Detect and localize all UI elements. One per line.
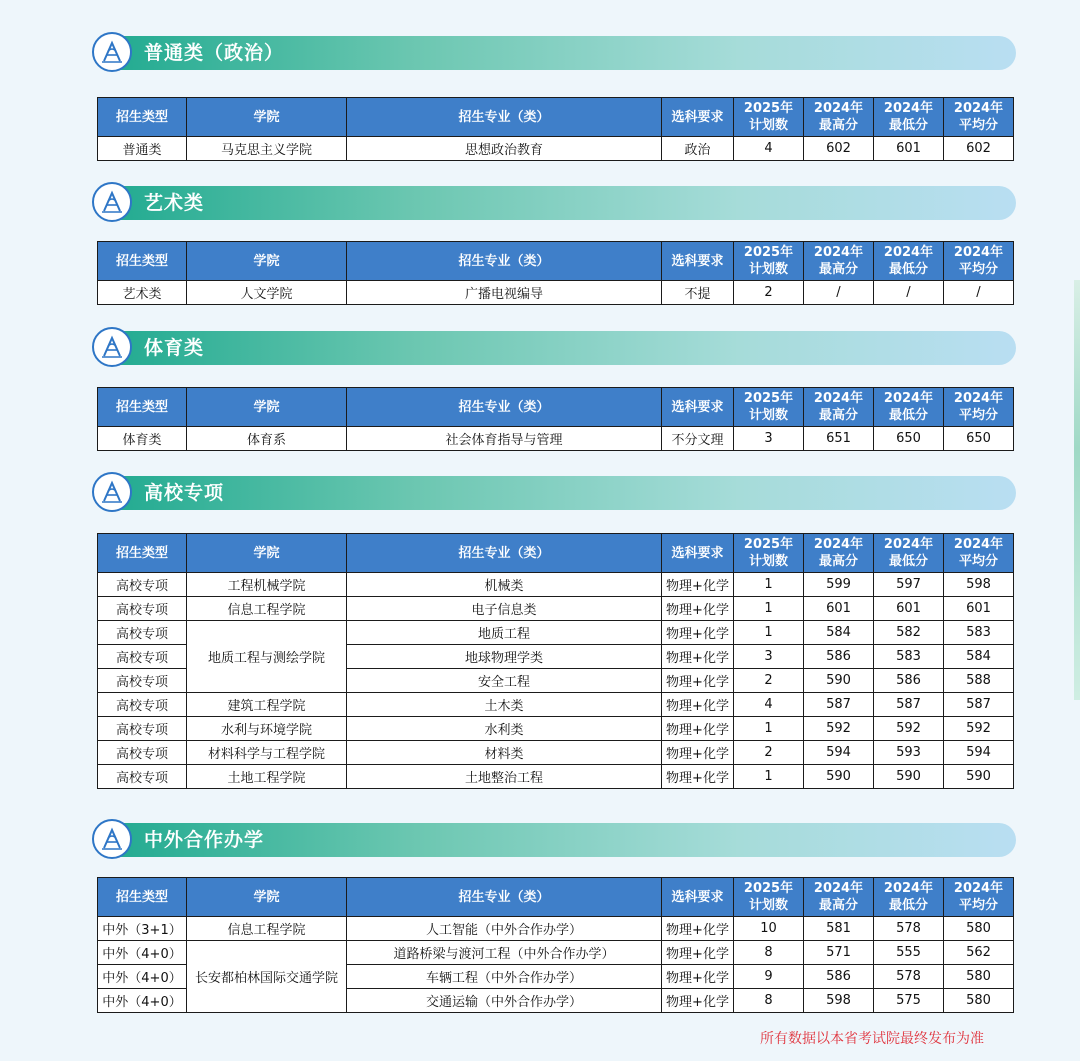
header-major: 招生专业（类） (347, 878, 662, 917)
cell-college: 信息工程学院 (187, 597, 347, 621)
header-min-2024-line1: 2024年 (883, 391, 934, 406)
cell-major: 社会体育指导与管理 (347, 427, 662, 451)
cell-req: 物理+化学 (662, 741, 734, 765)
header-min-2024-line1: 2024年 (883, 881, 934, 896)
header-avg-2024 (944, 878, 1014, 917)
section-title: 艺术类 (144, 192, 205, 214)
cell-max: 586 (804, 965, 874, 989)
cell-req: 物理+化学 (662, 717, 734, 741)
cell-type: 中外（4+0） (98, 989, 187, 1013)
cell-max: 592 (804, 717, 874, 741)
section-banner (94, 331, 1016, 365)
cell-plan: 2 (734, 281, 804, 305)
header-college: 学院 (187, 242, 347, 281)
cell-min: 590 (874, 765, 944, 789)
header-subject-requirement: 选科要求 (662, 534, 734, 573)
cell-college: 工程机械学院 (187, 573, 347, 597)
cell-max: 586 (804, 645, 874, 669)
cell-avg: 598 (944, 573, 1014, 597)
cell-type: 高校专项 (98, 717, 187, 741)
admission-table (97, 241, 1014, 305)
cell-type: 高校专项 (98, 573, 187, 597)
header-avg-2024-line2: 平均分 (958, 554, 998, 569)
header-max-2024-line2: 最高分 (818, 118, 858, 133)
header-subject-requirement: 选科要求 (662, 98, 734, 137)
cell-college: 马克思主义学院 (187, 137, 347, 161)
header-max-2024 (804, 242, 874, 281)
header-min-2024 (874, 534, 944, 573)
cell-major: 安全工程 (347, 669, 662, 693)
cell-req: 物理+化学 (662, 693, 734, 717)
section-banner (94, 36, 1016, 70)
cell-type: 中外（3+1） (98, 917, 187, 941)
cell-type: 高校专项 (98, 741, 187, 765)
cell-avg: 601 (944, 597, 1014, 621)
cell-college: 长安都柏林国际交通学院 (187, 941, 347, 1013)
cell-plan: 4 (734, 693, 804, 717)
header-max-2024-line1: 2024年 (813, 391, 864, 406)
cell-type: 高校专项 (98, 693, 187, 717)
header-avg-2024-line2: 平均分 (958, 898, 998, 913)
cell-avg: 583 (944, 621, 1014, 645)
table-row (98, 717, 1014, 741)
cell-college: 土地工程学院 (187, 765, 347, 789)
header-major: 招生专业（类） (347, 242, 662, 281)
cell-type: 高校专项 (98, 645, 187, 669)
cell-plan: 8 (734, 941, 804, 965)
header-plan-2025 (734, 242, 804, 281)
cell-avg: 580 (944, 989, 1014, 1013)
cell-req: 不分文理 (662, 427, 734, 451)
cell-req: 物理+化学 (662, 597, 734, 621)
cell-type: 普通类 (98, 137, 187, 161)
cell-avg: 562 (944, 941, 1014, 965)
header-max-2024-line1: 2024年 (813, 101, 864, 116)
cell-max: 651 (804, 427, 874, 451)
cell-major: 材料类 (347, 741, 662, 765)
header-max-2024-line2: 最高分 (818, 408, 858, 423)
cell-major: 机械类 (347, 573, 662, 597)
cell-avg: 592 (944, 717, 1014, 741)
header-max-2024 (804, 388, 874, 427)
table-row (98, 427, 1014, 451)
cell-major: 地质工程 (347, 621, 662, 645)
cell-plan: 2 (734, 741, 804, 765)
cell-avg: 594 (944, 741, 1014, 765)
cell-req: 物理+化学 (662, 917, 734, 941)
header-min-2024 (874, 388, 944, 427)
cell-avg: 650 (944, 427, 1014, 451)
cell-plan: 1 (734, 573, 804, 597)
header-plan-2025-line2: 计划数 (748, 118, 788, 133)
header-min-2024-line2: 最低分 (888, 898, 928, 913)
cell-avg: 590 (944, 765, 1014, 789)
cell-type: 高校专项 (98, 597, 187, 621)
cell-min: 578 (874, 965, 944, 989)
table-row (98, 597, 1014, 621)
cell-major: 车辆工程（中外合作办学） (347, 965, 662, 989)
header-min-2024-line1: 2024年 (883, 537, 934, 552)
cell-college: 水利与环境学院 (187, 717, 347, 741)
table-header-row (98, 878, 1014, 917)
header-plan-2025 (734, 534, 804, 573)
cell-avg: 580 (944, 965, 1014, 989)
cell-plan: 4 (734, 137, 804, 161)
admission-table (97, 533, 1014, 789)
table-row (98, 765, 1014, 789)
header-plan-2025-line1: 2025年 (743, 537, 794, 552)
cell-college: 地质工程与测绘学院 (187, 621, 347, 693)
cell-max: 602 (804, 137, 874, 161)
university-emblem-icon (92, 327, 132, 367)
header-college: 学院 (187, 388, 347, 427)
header-college: 学院 (187, 534, 347, 573)
cell-min: 593 (874, 741, 944, 765)
header-type: 招生类型 (98, 878, 187, 917)
header-min-2024-line2: 最低分 (888, 408, 928, 423)
cell-major: 土地整治工程 (347, 765, 662, 789)
university-emblem-icon (92, 472, 132, 512)
header-max-2024-line1: 2024年 (813, 245, 864, 260)
header-max-2024 (804, 878, 874, 917)
header-plan-2025-line2: 计划数 (748, 262, 788, 277)
header-major: 招生专业（类） (347, 388, 662, 427)
header-avg-2024-line1: 2024年 (953, 245, 1004, 260)
header-max-2024-line1: 2024年 (813, 537, 864, 552)
header-max-2024-line2: 最高分 (818, 554, 858, 569)
header-avg-2024-line1: 2024年 (953, 537, 1004, 552)
table-header-row (98, 534, 1014, 573)
table-header-row (98, 242, 1014, 281)
header-avg-2024-line2: 平均分 (958, 118, 998, 133)
header-major: 招生专业（类） (347, 534, 662, 573)
cell-req: 物理+化学 (662, 573, 734, 597)
table-row (98, 917, 1014, 941)
header-min-2024 (874, 878, 944, 917)
table-row (98, 137, 1014, 161)
table-row (98, 281, 1014, 305)
cell-req: 物理+化学 (662, 765, 734, 789)
header-avg-2024 (944, 388, 1014, 427)
section-title: 高校专项 (144, 482, 225, 504)
header-avg-2024-line2: 平均分 (958, 262, 998, 277)
cell-major: 土木类 (347, 693, 662, 717)
header-type: 招生类型 (98, 98, 187, 137)
table-header-row (98, 388, 1014, 427)
header-plan-2025 (734, 878, 804, 917)
header-avg-2024-line1: 2024年 (953, 391, 1004, 406)
cell-max: 584 (804, 621, 874, 645)
header-min-2024-line2: 最低分 (888, 554, 928, 569)
cell-plan: 9 (734, 965, 804, 989)
header-plan-2025-line2: 计划数 (748, 408, 788, 423)
admission-table (97, 97, 1014, 161)
header-plan-2025-line1: 2025年 (743, 245, 794, 260)
cell-req: 物理+化学 (662, 965, 734, 989)
header-avg-2024-line2: 平均分 (958, 408, 998, 423)
cell-min: 583 (874, 645, 944, 669)
table-row (98, 693, 1014, 717)
table-row (98, 621, 1014, 645)
header-plan-2025-line2: 计划数 (748, 898, 788, 913)
header-type: 招生类型 (98, 534, 187, 573)
table-header-row (98, 98, 1014, 137)
section-title: 普通类（政治） (144, 42, 285, 64)
section-banner (94, 823, 1016, 857)
admission-table (97, 387, 1014, 451)
cell-major: 地球物理学类 (347, 645, 662, 669)
cell-min: 601 (874, 597, 944, 621)
cell-plan: 1 (734, 597, 804, 621)
table-row (98, 573, 1014, 597)
cell-major: 广播电视编导 (347, 281, 662, 305)
cell-major: 水利类 (347, 717, 662, 741)
header-max-2024-line2: 最高分 (818, 262, 858, 277)
header-major: 招生专业（类） (347, 98, 662, 137)
cell-avg: 602 (944, 137, 1014, 161)
cell-college: 人文学院 (187, 281, 347, 305)
cell-avg: 580 (944, 917, 1014, 941)
section-banner (94, 476, 1016, 510)
cell-type: 高校专项 (98, 621, 187, 645)
university-emblem-icon (92, 32, 132, 72)
cell-min: 575 (874, 989, 944, 1013)
cell-min: 587 (874, 693, 944, 717)
header-subject-requirement: 选科要求 (662, 388, 734, 427)
cell-min: 650 (874, 427, 944, 451)
cell-major: 人工智能（中外合作办学） (347, 917, 662, 941)
cell-plan: 1 (734, 621, 804, 645)
header-plan-2025-line1: 2025年 (743, 391, 794, 406)
table-row (98, 741, 1014, 765)
cell-major: 交通运输（中外合作办学） (347, 989, 662, 1013)
cell-min: 582 (874, 621, 944, 645)
cell-college: 信息工程学院 (187, 917, 347, 941)
cell-plan: 1 (734, 717, 804, 741)
cell-min: 597 (874, 573, 944, 597)
cell-plan: 1 (734, 765, 804, 789)
header-avg-2024 (944, 98, 1014, 137)
cell-min: 578 (874, 917, 944, 941)
cell-major: 电子信息类 (347, 597, 662, 621)
header-type: 招生类型 (98, 388, 187, 427)
cell-type: 艺术类 (98, 281, 187, 305)
header-avg-2024-line1: 2024年 (953, 101, 1004, 116)
cell-req: 物理+化学 (662, 621, 734, 645)
table-row (98, 941, 1014, 965)
cell-max: 594 (804, 741, 874, 765)
header-min-2024-line1: 2024年 (883, 101, 934, 116)
cell-college: 建筑工程学院 (187, 693, 347, 717)
cell-max: 601 (804, 597, 874, 621)
header-max-2024-line1: 2024年 (813, 881, 864, 896)
cell-min: 555 (874, 941, 944, 965)
cell-plan: 10 (734, 917, 804, 941)
cell-req: 不提 (662, 281, 734, 305)
cell-max: / (804, 281, 874, 305)
cell-max: 581 (804, 917, 874, 941)
cell-req: 物理+化学 (662, 941, 734, 965)
header-max-2024 (804, 98, 874, 137)
cell-avg: 588 (944, 669, 1014, 693)
header-subject-requirement: 选科要求 (662, 242, 734, 281)
header-max-2024-line2: 最高分 (818, 898, 858, 913)
header-avg-2024 (944, 242, 1014, 281)
header-min-2024-line1: 2024年 (883, 245, 934, 260)
header-min-2024-line2: 最低分 (888, 118, 928, 133)
cell-major: 道路桥梁与渡河工程（中外合作办学） (347, 941, 662, 965)
header-type: 招生类型 (98, 242, 187, 281)
cell-req: 物理+化学 (662, 645, 734, 669)
cell-min: 601 (874, 137, 944, 161)
cell-type: 高校专项 (98, 765, 187, 789)
cell-plan: 8 (734, 989, 804, 1013)
decorative-right-strip (1074, 280, 1080, 700)
cell-plan: 3 (734, 427, 804, 451)
section-banner (94, 186, 1016, 220)
cell-avg: 584 (944, 645, 1014, 669)
cell-req: 物理+化学 (662, 989, 734, 1013)
cell-max: 590 (804, 669, 874, 693)
header-avg-2024 (944, 534, 1014, 573)
university-emblem-icon (92, 819, 132, 859)
cell-req: 政治 (662, 137, 734, 161)
cell-max: 571 (804, 941, 874, 965)
cell-req: 物理+化学 (662, 669, 734, 693)
section-title: 体育类 (144, 337, 205, 359)
cell-type: 体育类 (98, 427, 187, 451)
cell-avg: / (944, 281, 1014, 305)
header-plan-2025-line1: 2025年 (743, 101, 794, 116)
cell-plan: 3 (734, 645, 804, 669)
cell-type: 高校专项 (98, 669, 187, 693)
header-plan-2025-line1: 2025年 (743, 881, 794, 896)
header-plan-2025-line2: 计划数 (748, 554, 788, 569)
header-college: 学院 (187, 878, 347, 917)
footnote: 所有数据以本省考试院最终发布为准 (760, 1031, 984, 1047)
header-subject-requirement: 选科要求 (662, 878, 734, 917)
cell-college: 材料科学与工程学院 (187, 741, 347, 765)
header-avg-2024-line1: 2024年 (953, 881, 1004, 896)
header-plan-2025 (734, 388, 804, 427)
section-title: 中外合作办学 (144, 829, 265, 851)
cell-avg: 587 (944, 693, 1014, 717)
header-plan-2025 (734, 98, 804, 137)
admission-table (97, 877, 1014, 1013)
cell-max: 590 (804, 765, 874, 789)
header-min-2024-line2: 最低分 (888, 262, 928, 277)
cell-plan: 2 (734, 669, 804, 693)
header-max-2024 (804, 534, 874, 573)
cell-type: 中外（4+0） (98, 941, 187, 965)
cell-max: 599 (804, 573, 874, 597)
cell-max: 587 (804, 693, 874, 717)
university-emblem-icon (92, 182, 132, 222)
cell-major: 思想政治教育 (347, 137, 662, 161)
header-min-2024 (874, 98, 944, 137)
cell-min: 592 (874, 717, 944, 741)
header-college: 学院 (187, 98, 347, 137)
cell-max: 598 (804, 989, 874, 1013)
header-min-2024 (874, 242, 944, 281)
cell-college: 体育系 (187, 427, 347, 451)
cell-type: 中外（4+0） (98, 965, 187, 989)
cell-min: / (874, 281, 944, 305)
cell-min: 586 (874, 669, 944, 693)
